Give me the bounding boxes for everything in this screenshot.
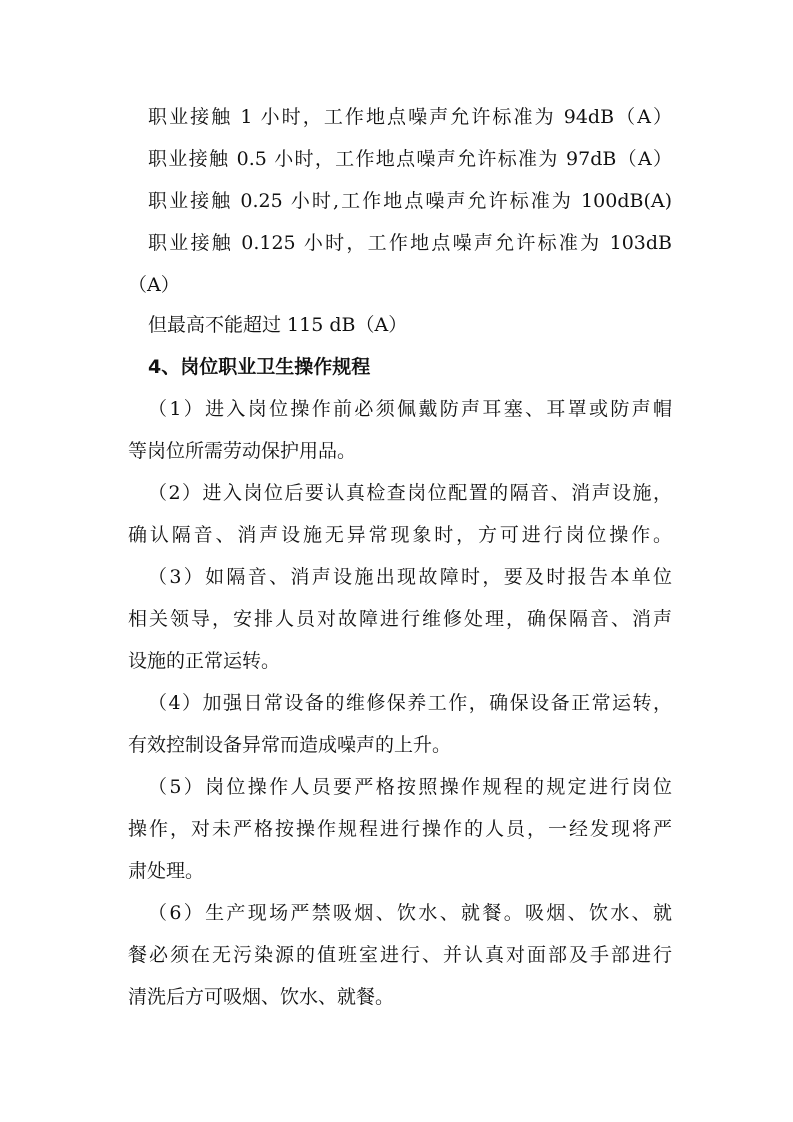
paragraph-line: 清洗后方可吸烟、饮水、就餐。 xyxy=(128,986,395,1008)
paragraph-line: （4）加强日常设备的维修保养工作，确保设备正常运转， xyxy=(148,692,672,714)
paragraph-line: 肃处理。 xyxy=(128,860,205,882)
paragraph-line: 确认隔音、消声设施无异常现象时，方可进行岗位操作。 xyxy=(128,524,672,546)
noise-limit-line: 职业接触 0.25 小时,工作地点噪声允许标准为 100dB(A) xyxy=(148,190,672,212)
paragraph-line: 设施的正常运转。 xyxy=(128,650,281,672)
paragraph-line: 操作，对未严格按操作规程进行操作的人员，一经发现将严 xyxy=(128,818,672,840)
paragraph-line: （6）生产现场严禁吸烟、饮水、就餐。吸烟、饮水、就 xyxy=(148,902,672,924)
paragraph-line: 等岗位所需劳动保护用品。 xyxy=(128,440,357,462)
paragraph-line: 有效控制设备异常而造成噪声的上升。 xyxy=(128,734,452,756)
noise-limit-line: 职业接触 0.5 小时，工作地点噪声允许标准为 97dB（A） xyxy=(148,148,672,170)
paragraph-line: （5）岗位操作人员要严格按照操作规程的规定进行岗位 xyxy=(148,776,672,798)
paragraph-line: 餐必须在无污染源的值班室进行、并认真对面部及手部进行 xyxy=(128,944,672,966)
noise-max-line: 但最高不能超过 115 dB（A） xyxy=(148,314,408,336)
paragraph-line: （1）进入岗位操作前必须佩戴防声耳塞、耳罩或防声帽 xyxy=(148,398,672,420)
paragraph-line: （2）进入岗位后要认真检查岗位配置的隔音、消声设施， xyxy=(148,482,672,504)
noise-limit-line: 职业接触 0.125 小时，工作地点噪声允许标准为 103dB xyxy=(148,232,672,254)
noise-limit-line: （A） xyxy=(128,274,180,296)
noise-limit-line: 职业接触 1 小时，工作地点噪声允许标准为 94dB（A） xyxy=(148,106,672,128)
paragraph-line: 相关领导，安排人员对故障进行维修处理，确保隔音、消声 xyxy=(128,608,672,630)
section-heading: 4、岗位职业卫生操作规程 xyxy=(148,356,371,378)
paragraph-line: （3）如隔音、消声设施出现故障时，要及时报告本单位 xyxy=(148,566,672,588)
